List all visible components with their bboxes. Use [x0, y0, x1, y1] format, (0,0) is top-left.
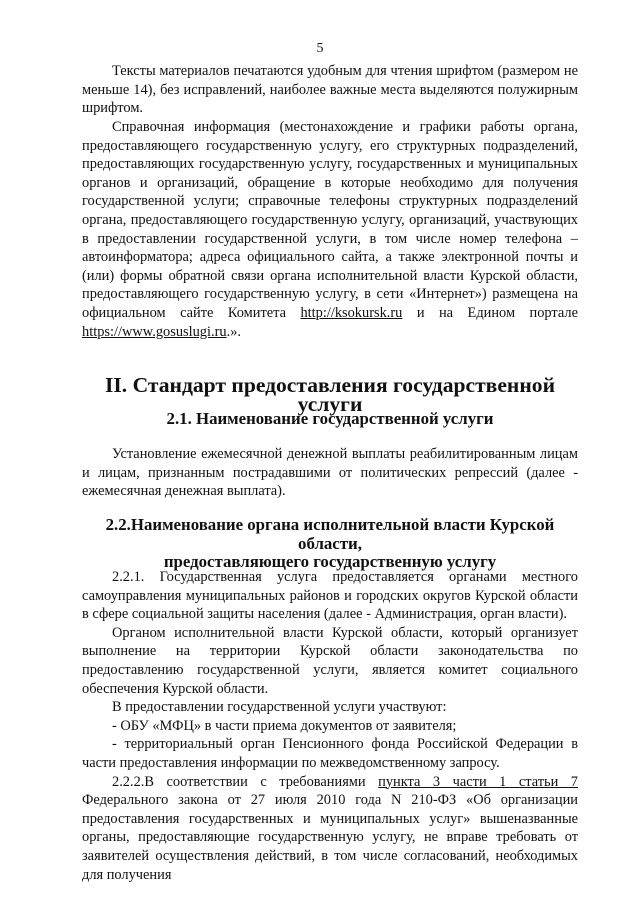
paragraph-participants: В предоставлении государственной услуги участвуют:	[112, 699, 447, 716]
section-2-2-heading-line-1: 2.2.Наименование органа исполнительной власти Курской области,	[105, 515, 555, 553]
section-2-1-heading-block	[82, 410, 578, 429]
bullet-pension-fund: - территориальный орган Пенсионного фонда Российской Федерации в части предоставления информации по межведомственному запросу.	[82, 736, 578, 771]
intro-paragraph-1: Тексты материалов печатаются удобным для чтения шрифтом (размером не меньше 14), без исправлений, наиболее важные места выделяются полужирным шрифтом.	[82, 63, 578, 117]
paragraph-2-2-2-start: 2.2.2.В соответствии с требованиями	[112, 773, 366, 790]
section-2-2-heading-block	[82, 516, 578, 572]
law-reference-link[interactable]: пункта 3 части 1 статьи 7	[378, 773, 579, 790]
section-2-heading-block	[82, 373, 578, 416]
paragraph-2-2-2	[82, 773, 578, 885]
bullet-mfc: - ОБУ «МФЦ» в части приема документов от заявителя;	[112, 717, 457, 734]
intro-tail: .».	[226, 323, 241, 340]
section-2-2-heading-line-2: предоставляющего государственную услугу	[163, 552, 497, 572]
section-2-1-text: Установление ежемесячной денежной выплаты реабилитированным лицам и лицам, признанным пострадавшими от политических репрессий (далее - ежемесячная денежная выплата).	[82, 446, 578, 500]
section-2-1-heading: 2.1. Наименование государственной услуги	[166, 409, 494, 428]
intro-paragraph-2-text: Справочная информация (местонахождение и графики работы органа, предоставляющего государственную услугу, его структурных подразделений, предоставляющих государственную услугу, государственных и муниципальных органов и организаций, обращение в которые необходимо для получения государственной услуги; справочные телефоны структурных подразделений органа, предоставляющего государственную услугу, организаций, участвующих в предоставлении государственной услуги, в том числе номер телефона – автоинформатора; адреса официального сайта, а также электронной почты и (или) формы обратной связи органа исполнительной власти Курской области, предоставляющего государственную услугу, в сети «Интернет») размещена на официальном сайте Комитета	[82, 119, 578, 321]
paragraph-organ: Органом исполнительной власти Курской области, который организует выполнение на территории Курской области законодательства по предоставлению государственной услуги, является комитет социального обеспечения Курской области.	[82, 624, 578, 697]
section-2-2-body	[82, 568, 578, 884]
intro-paragraph-2-block	[82, 118, 578, 341]
gosuslugi-link[interactable]: https://www.gosuslugi.ru	[82, 323, 227, 340]
section-2-heading: II. Стандарт предоставления государственной услуги	[105, 373, 555, 416]
paragraph-2-2-1: 2.2.1. Государственная услуга предоставляется органами местного самоуправления муниципальных районов и городских округов Курской области в сфере социальной защиты населения (далее - Администрация, орган власти).	[82, 569, 578, 623]
intro-mid-text: и на Едином портале	[416, 304, 578, 321]
intro-paragraph-2	[82, 118, 578, 341]
intro-paragraph-1-block	[82, 62, 578, 118]
ksokursk-link[interactable]: http://ksokursk.ru	[300, 304, 403, 321]
section-2-1-text-block	[82, 445, 578, 501]
paragraph-2-2-2-rest: Федерального закона от 27 июля 2010 года N 210-ФЗ «Об организации предоставления государственных и муниципальных услуг» вышеназванные органы, предоставляющие государственную услугу, не вправе требовать от заявителей осуществления действий, в том числе согласований, необходимых для получения	[82, 792, 578, 883]
page-number: 5	[316, 41, 324, 56]
